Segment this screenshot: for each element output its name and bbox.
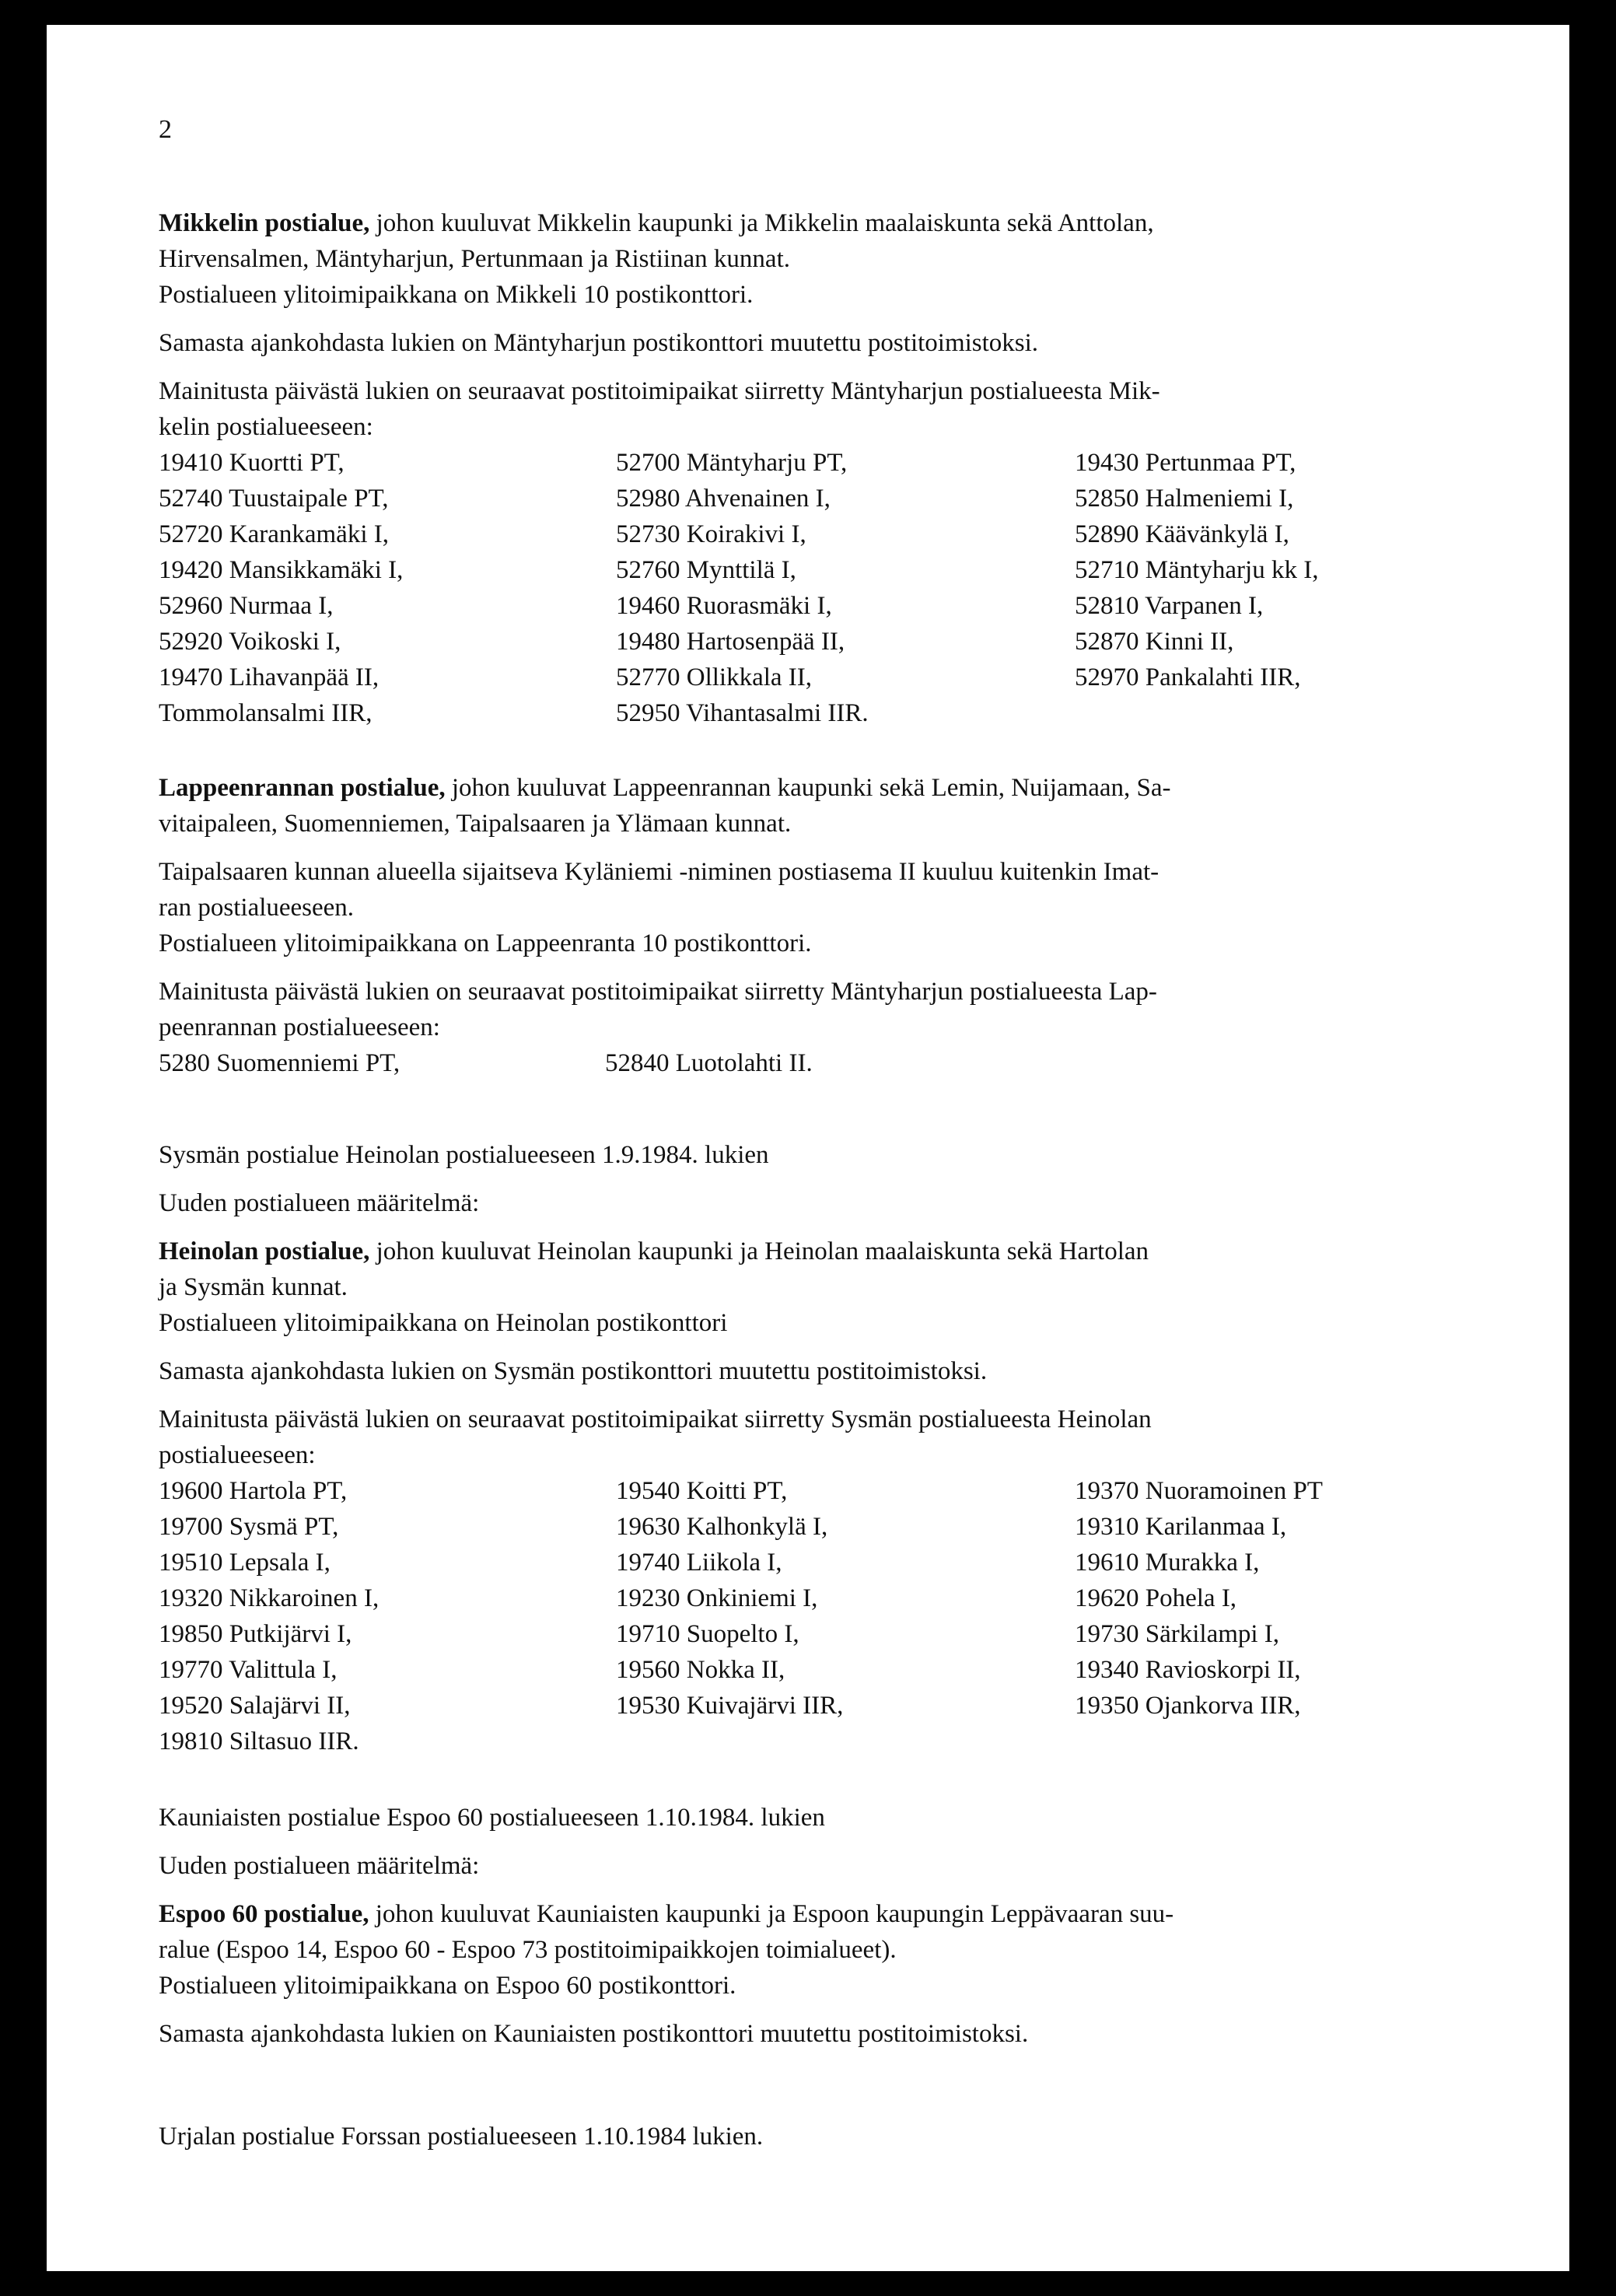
table-cell: 19610 Murakka I, (1075, 1549, 1260, 1577)
table-cell: 19530 Kuivajärvi IIR, (616, 1692, 844, 1720)
heinola-ylitoimipaikka: Postialueen ylitoimipaikkana on Heinolan postikonttori (159, 1309, 728, 1337)
heinola-mainitusta: Mainitusta päivästä lukien on seuraavat postitoimipaikat siirretty Sysmän postialueesta Heinolan (159, 1405, 1152, 1433)
lappeenranta-taipalsaari-line2: ran postialueeseen. (159, 894, 355, 922)
table-cell: 19510 Lepsala I, (159, 1549, 331, 1577)
table-cell: 52740 Tuustaipale PT, (159, 485, 389, 513)
table-row (159, 1652, 1520, 1688)
table-cell: 19460 Ruorasmäki I, (616, 592, 832, 620)
lappeenranta-office-row (159, 1045, 1520, 1081)
table-cell: 19700 Sysmä PT, (159, 1513, 339, 1541)
espoo-definition: Uuden postialueen määritelmä: (159, 1852, 480, 1880)
espoo-samasta: Samasta ajankohdasta lukien on Kauniaisten postikonttori muutettu postitoimistoksi. (159, 2020, 1029, 2048)
table-cell: 52960 Nurmaa I, (159, 592, 334, 620)
mikkeli-section (159, 205, 1520, 731)
paragraph-text: johon kuuluvat Mikkelin kaupunki ja Mikkelin maalaiskunta sekä Anttolan, (369, 209, 1154, 237)
table-cell: 19410 Kuortti PT, (159, 449, 345, 477)
lappeenranta-mainitusta: Mainitusta päivästä lukien on seuraavat postitoimipaikat siirretty Mäntyharjun postialueesta Lap- (159, 978, 1157, 1006)
table-cell: 19470 Lihavanpää II, (159, 663, 380, 691)
heinola-samasta: Samasta ajankohdasta lukien on Sysmän postikonttori muutettu postitoimistoksi. (159, 1357, 988, 1385)
paragraph-text: johon kuuluvat Kauniaisten kaupunki ja Espoon kaupungin Leppävaaran suu- (369, 1900, 1174, 1928)
table-cell: 19320 Nikkaroinen I, (159, 1584, 380, 1612)
table-cell: 19710 Suopelto I, (616, 1620, 799, 1648)
table-cell: 19560 Nokka II, (616, 1656, 785, 1684)
table-row (159, 1688, 1520, 1724)
table-row (159, 1724, 1520, 1759)
mikkeli-mainitusta: Mainitusta päivästä lukien on seuraavat postitoimipaikat siirretty Mäntyharjun postialueesta Mik- (159, 377, 1160, 405)
mikkeli-samasta: Samasta ajankohdasta lukien on Mäntyharjun postikonttori muutettu postitoimistoksi. (159, 329, 1039, 357)
espoo-ylitoimipaikka: Postialueen ylitoimipaikkana on Espoo 60 postikonttori. (159, 1972, 736, 2000)
heinola-intro-line2: ja Sysmän kunnat. (159, 1273, 348, 1301)
table-cell: 19340 Ravioskorpi II, (1075, 1656, 1301, 1684)
espoo-title: Kauniaisten postialue Espoo 60 postialueeseen 1.10.1984. lukien (159, 1804, 825, 1832)
table-cell: 19540 Koitti PT, (616, 1477, 788, 1505)
urjala-title: Urjalan postialue Forssan postialueeseen 1.10.1984 lukien. (159, 2123, 764, 2151)
paragraph-text: johon kuuluvat Heinolan kaupunki ja Heinolan maalaiskunta sekä Hartolan (369, 1237, 1149, 1265)
espoo-section (159, 1800, 1520, 2052)
espoo-intro-line2: ralue (Espoo 14, Espoo 60 - Espoo 73 postitoimipaikkojen toimialueet). (159, 1936, 897, 1964)
table-cell: 52850 Halmeniemi I, (1075, 485, 1294, 513)
lappeenranta-intro-line2: vitaipaleen, Suomenniemen, Taipalsaaren ja Ylämaan kunnat. (159, 810, 792, 838)
table-row (159, 695, 1520, 731)
lappeenranta-heading: Lappeenrannan postialue, (159, 774, 446, 802)
heinola-heading: Heinolan postialue, (159, 1237, 370, 1265)
table-row (159, 660, 1520, 695)
table-row (159, 1509, 1520, 1545)
table-cell: 52700 Mäntyharju PT, (616, 449, 848, 477)
table-cell: 19520 Salajärvi II, (159, 1692, 351, 1720)
mikkeli-intro (159, 205, 1520, 241)
table-cell: 19810 Siltasuo IIR. (159, 1727, 359, 1755)
table-cell: 52840 Luotolahti II. (605, 1049, 813, 1077)
table-row (159, 1616, 1520, 1652)
lappeenranta-mainitusta-line2: peenrannan postialueeseen: (159, 1013, 440, 1041)
table-cell: 52730 Koirakivi I, (616, 520, 806, 548)
table-row (159, 516, 1520, 552)
table-cell: 5280 Suomenniemi PT, (159, 1049, 401, 1077)
table-row (159, 445, 1520, 481)
sysma-section (159, 1137, 1520, 1759)
mikkeli-ylitoimipaikka: Postialueen ylitoimipaikkana on Mikkeli 10 postikonttori. (159, 281, 754, 309)
table-row (159, 552, 1520, 588)
mikkeli-office-table (159, 445, 1520, 731)
page-number: 2 (159, 115, 172, 144)
table-row (159, 1545, 1520, 1580)
table-row (159, 1580, 1520, 1616)
lappeenranta-section (159, 770, 1520, 1081)
paragraph-text: johon kuuluvat Lappeenrannan kaupunki sekä Lemin, Nuijamaan, Sa- (445, 774, 1171, 802)
table-cell: 52760 Mynttilä I, (616, 556, 796, 584)
mikkeli-mainitusta-line2: kelin postialueeseen: (159, 413, 373, 441)
table-cell: 52980 Ahvenainen I, (616, 485, 831, 513)
heinola-mainitusta-line2: postialueeseen: (159, 1441, 316, 1469)
mikkeli-intro-line2: Hirvensalmen, Mäntyharjun, Pertunmaan ja Ristiinan kunnat. (159, 245, 790, 273)
table-cell: 19230 Onkiniemi I, (616, 1584, 818, 1612)
table-cell: 19620 Pohela I, (1075, 1584, 1237, 1612)
table-cell: 19770 Valittula I, (159, 1656, 338, 1684)
mikkeli-heading: Mikkelin postialue, (159, 209, 370, 237)
table-cell: 19310 Karilanmaa I, (1075, 1513, 1287, 1541)
sysma-definition: Uuden postialueen määritelmä: (159, 1189, 480, 1217)
table-cell: 19480 Hartosenpää II, (616, 628, 845, 656)
table-cell: 19740 Liikola I, (616, 1549, 782, 1577)
table-row (159, 624, 1520, 660)
document-page (47, 25, 1569, 2271)
table-cell: 19430 Pertunmaa PT, (1075, 449, 1296, 477)
table-row (159, 481, 1520, 516)
table-cell: 52870 Kinni II, (1075, 628, 1234, 656)
table-cell: 19850 Putkijärvi I, (159, 1620, 352, 1648)
lappeenranta-taipalsaari: Taipalsaaren kunnan alueella sijaitseva Kyläniemi -niminen postiasema II kuuluu kuitenkin Imat- (159, 858, 1160, 886)
table-cell: 52950 Vihantasalmi IIR. (616, 699, 869, 727)
table-cell: 19600 Hartola PT, (159, 1477, 348, 1505)
sysma-title: Sysmän postialue Heinolan postialueeseen 1.9.1984. lukien (159, 1141, 769, 1169)
urjala-section (159, 2119, 1520, 2154)
table-cell: 19370 Nuoramoinen PT (1075, 1477, 1323, 1505)
table-cell: 52770 Ollikkala II, (616, 663, 813, 691)
table-cell: 19730 Särkilampi I, (1075, 1620, 1280, 1648)
lappeenranta-intro (159, 770, 1520, 806)
table-cell: 19420 Mansikkamäki I, (159, 556, 404, 584)
table-row (159, 1473, 1520, 1509)
table-cell: 19630 Kalhonkylä I, (616, 1513, 828, 1541)
table-cell: 52720 Karankamäki I, (159, 520, 389, 548)
table-cell: 19350 Ojankorva IIR, (1075, 1692, 1301, 1720)
table-cell: 52970 Pankalahti IIR, (1075, 663, 1301, 691)
table-cell: 52710 Mäntyharju kk I, (1075, 556, 1319, 584)
table-cell: 52810 Varpanen I, (1075, 592, 1264, 620)
espoo-heading: Espoo 60 postialue, (159, 1900, 369, 1928)
table-row (159, 588, 1520, 624)
heinola-office-table (159, 1473, 1520, 1759)
heinola-intro (159, 1234, 1520, 1269)
table-cell: 52920 Voikoski I, (159, 628, 341, 656)
table-cell: 52890 Käävänkylä I, (1075, 520, 1289, 548)
lappeenranta-ylitoimipaikka: Postialueen ylitoimipaikkana on Lappeenranta 10 postikonttori. (159, 929, 812, 957)
espoo-intro (159, 1896, 1520, 1932)
table-cell: Tommolansalmi IIR, (159, 699, 373, 727)
